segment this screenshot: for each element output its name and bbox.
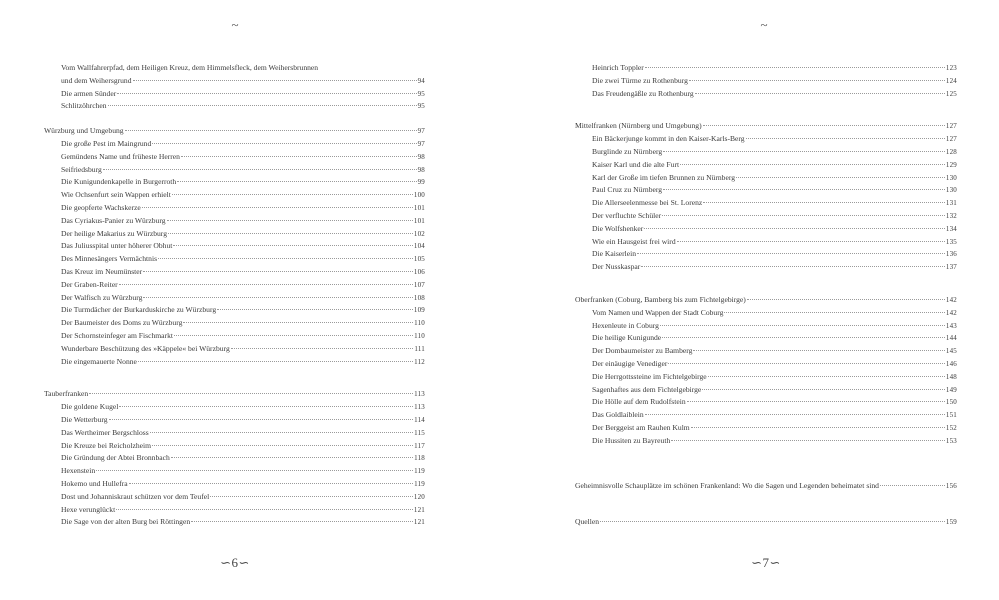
toc-entry [575, 307, 957, 320]
dot-leader [691, 427, 945, 428]
toc-entry-page: 101 [413, 203, 425, 212]
toc-entry-title: Wunderbare Beschützung des »Käppele« bei Würzburg [61, 343, 230, 353]
toc-entry [44, 279, 425, 292]
toc-entry-title: Das Juliusspital unter höherer Obhut [61, 241, 173, 251]
toc-entry-title: Paul Cruz zu Nürnberg [592, 185, 663, 195]
dot-leader [693, 350, 944, 351]
toc-entry-title: Die armen Sünder [61, 88, 117, 98]
toc-entry-title: Ein Bäckerjunge kommt in den Kaiser-Karls-Berg [592, 134, 745, 144]
dot-leader [662, 215, 945, 216]
toc-entry-page: 119 [414, 467, 425, 476]
toc-entry [575, 223, 957, 236]
toc-entry-page: 97 [417, 139, 425, 148]
dot-leader [183, 322, 413, 323]
toc-entry-title: Vom Namen und Wappen der Stadt Coburg [592, 307, 724, 317]
toc-entry-page: 106 [413, 267, 425, 276]
dot-leader [703, 202, 945, 203]
dot-leader [143, 297, 412, 298]
dot-leader [644, 228, 945, 229]
dot-leader [103, 169, 417, 170]
dot-leader [210, 496, 413, 497]
toc-entry-page: 110 [414, 331, 425, 340]
left-page [0, 0, 499, 600]
toc-left [44, 62, 425, 529]
dot-leader [138, 361, 413, 362]
dot-leader [680, 164, 945, 165]
toc-entry-title: Karl der Große im tiefen Brunnen zu Nürnberg [592, 172, 736, 182]
toc-section-heading: Tauberfranken 113 [44, 389, 425, 399]
toc-entry-title: Dost und Johanniskraut schützen vor dem Teufel [61, 491, 210, 501]
toc-entry-page: 130 [945, 186, 957, 195]
toc-entry-page: 114 [414, 415, 425, 424]
toc-entry [575, 261, 957, 274]
toc-section-heading: Würzburg und Umgebung 97 [44, 126, 425, 136]
dot-leader [695, 93, 945, 94]
toc-entry-page: 134 [945, 224, 957, 233]
top-ornament: ~ [231, 17, 239, 32]
toc-entry-page: 142 [945, 308, 957, 317]
toc-entry-page: 109 [413, 306, 425, 315]
toc-entry-title: Hexe verunglückt [61, 504, 116, 514]
toc-entry-title: Die Herrgottssteine im Fichtelgebirge [592, 371, 707, 381]
toc-entry-title: Die Wolfshenker [592, 223, 644, 233]
dot-leader [689, 80, 945, 81]
dot-leader [108, 105, 417, 106]
toc-entry [44, 356, 425, 369]
dot-leader [173, 245, 413, 246]
toc-entry-title: Das Goldlaiblein [592, 410, 644, 420]
toc-entry-title: Die Wetterburg [61, 414, 108, 424]
dot-leader [645, 414, 945, 415]
toc-entry-title: Wie ein Hausgeist frei wird [592, 236, 676, 246]
dot-leader [637, 253, 945, 254]
dot-leader [231, 348, 414, 349]
toc-entry-page: 112 [414, 357, 425, 366]
toc-entry-title: Die Kunigundenkapelle in Burgerroth [61, 177, 177, 187]
toc-entry-title: Die große Pest im Maingrund [61, 138, 152, 148]
toc-entry-title: Seifriedsburg [61, 164, 102, 174]
dot-leader [150, 432, 413, 433]
dot-leader [663, 189, 945, 190]
dot-leader [119, 284, 413, 285]
toc-entry-title: Der Walfisch zu Würzburg [61, 292, 143, 302]
toc-entry-title: Schlitzöhrchen [61, 101, 107, 111]
toc-entry-title: Der Berggeist am Rauhen Kulm [592, 422, 690, 432]
toc-entry [44, 266, 425, 279]
toc-entry-page: 130 [945, 173, 957, 182]
toc-entry-page: 101 [413, 216, 425, 225]
toc-entry [575, 248, 957, 261]
toc-entry-page: 149 [945, 385, 957, 394]
toc-entry-title: Der Dombaumeister zu Bamberg [592, 346, 693, 356]
toc-entry-title: Heinrich Toppler [592, 63, 644, 72]
dot-leader [129, 483, 414, 484]
dot-leader [143, 271, 413, 272]
toc-entry-page: 125 [945, 89, 957, 98]
toc-entry-page: 115 [414, 428, 425, 437]
toc-entry-title: Der Baumeister des Doms zu Würzburg [61, 318, 183, 328]
dot-leader [677, 241, 945, 242]
toc-entry-page: 123 [945, 64, 957, 72]
toc-entry-title: Burglinde zu Nürnberg [592, 146, 663, 156]
toc-entry-page: 98 [417, 152, 425, 161]
toc-entry-title: Die eingemauerte Nonne [61, 356, 137, 366]
toc-entry-title: Der heilige Makarius zu Würzburg [61, 228, 167, 238]
toc-entry-title: Das Wertheimer Bergschloss [61, 427, 149, 437]
toc-entry-title: Die Hussiten zu Bayreuth [592, 435, 671, 445]
toc-entry [575, 172, 957, 185]
toc-entry [44, 75, 425, 88]
dot-leader [660, 325, 945, 326]
toc-section-heading: Oberfranken (Coburg, Bamberg bis zum Fichtelgebirge) 142 [575, 294, 957, 304]
toc-entry-title: Der Graben-Reiter [61, 279, 118, 289]
toc-entry [575, 435, 957, 448]
toc-entry-title: und dem Weihersgrund [61, 75, 132, 85]
toc-entry-title: Wie Ochsenfurt sein Wappen erhielt [61, 190, 171, 200]
toc-entry-title: Die Turmdächer der Burkarduskirche zu Würzburg [61, 305, 217, 315]
toc-right [575, 62, 957, 529]
toc-entry-page: 148 [945, 372, 957, 381]
toc-entry [44, 304, 425, 317]
toc-entry [44, 317, 425, 330]
dot-leader [133, 80, 417, 81]
dot-leader [687, 401, 945, 402]
toc-entry-page: 145 [945, 347, 957, 356]
toc-entry [44, 292, 425, 305]
toc-section-heading: Geheimnisvolle Schauplätze im schönen Frankenland: Wo die Sagen und Legenden beheimatet sind 156 [575, 480, 957, 490]
dot-leader [736, 177, 945, 178]
toc-entry-page: 108 [413, 293, 425, 302]
dot-leader [174, 335, 413, 336]
page-number: ∽6∽ [220, 555, 250, 570]
toc-entry [44, 452, 425, 465]
toc-entry-title: Gemündens Name und früheste Herren [61, 151, 180, 161]
dot-leader [168, 233, 413, 234]
toc-entry [44, 176, 425, 189]
toc-entry [44, 330, 425, 343]
dot-leader [702, 389, 945, 390]
toc-entry-title: Die Gründung der Abtei Bronnbach [61, 453, 170, 463]
toc-entry [575, 210, 957, 223]
toc-entry-page: 111 [414, 344, 425, 353]
toc-entry-title: Die Allerseelenmesse bei St. Lorenz [592, 198, 703, 208]
toc-entry-page: 95 [417, 89, 425, 98]
toc-entry-page: 119 [414, 479, 425, 488]
toc-entry-page: 146 [945, 359, 957, 368]
toc-entry [44, 465, 425, 478]
toc-entry-title: Kaiser Karl und die alte Furt [592, 159, 680, 169]
toc-entry [575, 384, 957, 397]
dot-leader [663, 151, 945, 152]
toc-entry [575, 133, 957, 146]
toc-entry [44, 478, 425, 491]
dot-leader [217, 309, 413, 310]
toc-entry [575, 422, 957, 435]
toc-entry [44, 215, 425, 228]
dot-leader [171, 457, 413, 458]
toc-entry [44, 440, 425, 453]
toc-entry-page: 110 [414, 319, 425, 328]
toc-entry-title: Hexenstein [61, 466, 96, 476]
toc-entry-title: Die goldene Kugel [61, 402, 119, 412]
toc-entry-page: 94 [417, 76, 425, 85]
toc-entry [44, 100, 425, 113]
dot-leader [645, 67, 945, 68]
toc-entry-title: Das Cyriakus-Panier zu Würzburg [61, 215, 166, 225]
toc-entry-title: Die Kaiserlein [592, 249, 637, 259]
toc-entry-page: 95 [417, 102, 425, 111]
toc-entry-page: 129 [945, 160, 957, 169]
toc-entry-title: Des Minnesängers Vermächtnis [61, 254, 158, 264]
dot-leader [708, 376, 945, 377]
toc-entry [44, 228, 425, 241]
dot-leader [177, 181, 416, 182]
toc-entry-title: Der Schornsteinfeger am Fischmarkt [61, 330, 173, 340]
toc-entry-title: Das Freudengäßle zu Rothenburg [592, 88, 694, 98]
toc-entry-page: 118 [414, 454, 425, 463]
toc-entry-page: 143 [945, 321, 957, 330]
toc-entry [44, 414, 425, 427]
toc-entry [44, 491, 425, 504]
dot-leader [662, 337, 945, 338]
toc-entry [575, 409, 957, 422]
toc-continued-line: Vom Wallfahrerpfad, dem Heiligen Kreuz, dem Himmelsfleck, dem Weihersbrunnen [61, 63, 319, 72]
toc-entry-title: Der verfluchte Schüler [592, 210, 662, 220]
toc-entry-title: Der Nusskaspar [592, 262, 641, 272]
toc-entry-title: Die Hölle auf dem Rudolfstein [592, 397, 686, 407]
toc-entry [44, 401, 425, 414]
toc-entry [44, 138, 425, 151]
toc-entry-page: 136 [945, 250, 957, 259]
toc-entry [575, 371, 957, 384]
toc-entry [44, 504, 425, 517]
right-page [500, 0, 999, 600]
dot-leader [172, 194, 413, 195]
toc-entry-page: 144 [945, 334, 957, 343]
toc-entry-title: Der einäugige Venediger [592, 358, 668, 368]
toc-entry-page: 132 [945, 211, 957, 220]
dot-leader [152, 445, 413, 446]
toc-entry [44, 427, 425, 440]
toc-entry-page: 102 [413, 229, 425, 238]
dot-leader [142, 207, 413, 208]
toc-entry [575, 184, 957, 197]
toc-entry [575, 197, 957, 210]
dot-leader [746, 138, 945, 139]
toc-entry-title: Hexenleute in Coburg [592, 320, 659, 330]
toc-entry-page: 107 [413, 280, 425, 289]
dot-leader [668, 363, 945, 364]
toc-entry-page: 104 [413, 242, 425, 251]
toc-entry [44, 164, 425, 177]
toc-entry-page: 99 [417, 178, 425, 187]
toc-entry-page: 135 [945, 237, 957, 246]
toc-entry-page: 98 [417, 165, 425, 174]
toc-entry-page: 113 [414, 403, 425, 412]
dot-leader [117, 93, 416, 94]
toc-entry [44, 151, 425, 164]
toc-entry [575, 332, 957, 345]
dot-leader [181, 156, 417, 157]
toc-entry [575, 396, 957, 409]
toc-entry-title: Das Kreuz im Neumünster [61, 266, 143, 276]
toc-entry-title: Die zwei Türme zu Rothenburg [592, 75, 688, 85]
toc-entry [575, 75, 957, 88]
dot-leader [641, 266, 945, 267]
toc-entry [44, 343, 425, 356]
dot-leader [109, 419, 414, 420]
dot-leader [96, 470, 413, 471]
toc-entry [575, 88, 957, 101]
toc-entry [575, 146, 957, 159]
toc-entry-page: 121 [413, 505, 425, 514]
toc-entry [575, 345, 957, 358]
toc-entry-page: 121 [413, 518, 425, 527]
toc-entry-page: 153 [945, 436, 957, 445]
toc-entry [44, 88, 425, 101]
top-ornament: ~ [760, 17, 768, 32]
toc-section-heading: Mittelfranken (Nürnberg und Umgebung) 127 [575, 121, 957, 131]
dot-leader [671, 440, 945, 441]
toc-entry-page: 150 [945, 398, 957, 407]
toc-entry-page: 131 [945, 199, 957, 208]
dot-leader [116, 509, 413, 510]
toc-entry-page: 151 [945, 411, 957, 420]
toc-entry-title: Hokemo und Hullefra [61, 478, 128, 488]
toc-entry-page: 105 [413, 255, 425, 264]
toc-entry [44, 189, 425, 202]
toc-entry-page: 152 [945, 423, 957, 432]
toc-entry-page: 120 [413, 492, 425, 501]
page-number: ∽7∽ [751, 555, 781, 570]
toc-section-heading: Quellen 159 [575, 517, 957, 527]
toc-entry-page: 117 [414, 441, 425, 450]
toc-entry-title: Die heilige Kunigunde [592, 333, 662, 343]
toc-entry [575, 320, 957, 333]
toc-entry-title: Die Sage von der alten Burg bei Röttingen [61, 517, 191, 527]
dot-leader [119, 406, 413, 407]
toc-entry [575, 358, 957, 371]
toc-entry-title: Die Kreuze bei Reicholzheim [61, 440, 152, 450]
toc-entry-page: 100 [413, 191, 425, 200]
dot-leader [152, 143, 416, 144]
toc-entry-title: Die geopferte Wachskerze [61, 202, 141, 212]
toc-entry-page: 128 [945, 147, 957, 156]
toc-entry-page: 127 [945, 135, 957, 144]
toc-entry [575, 236, 957, 249]
toc-entry [44, 253, 425, 266]
toc-entry-page: 124 [945, 76, 957, 85]
dot-leader [158, 258, 413, 259]
dot-leader [724, 312, 944, 313]
toc-entry [44, 240, 425, 253]
toc-entry [575, 159, 957, 172]
toc-entry-page: 137 [945, 263, 957, 272]
dot-leader [191, 521, 413, 522]
toc-entry [575, 62, 957, 75]
dot-leader [167, 220, 413, 221]
toc-entry [44, 516, 425, 529]
toc-entry-title: Sagenhaftes aus dem Fichtelgebirge [592, 384, 702, 394]
toc-entry [44, 202, 425, 215]
